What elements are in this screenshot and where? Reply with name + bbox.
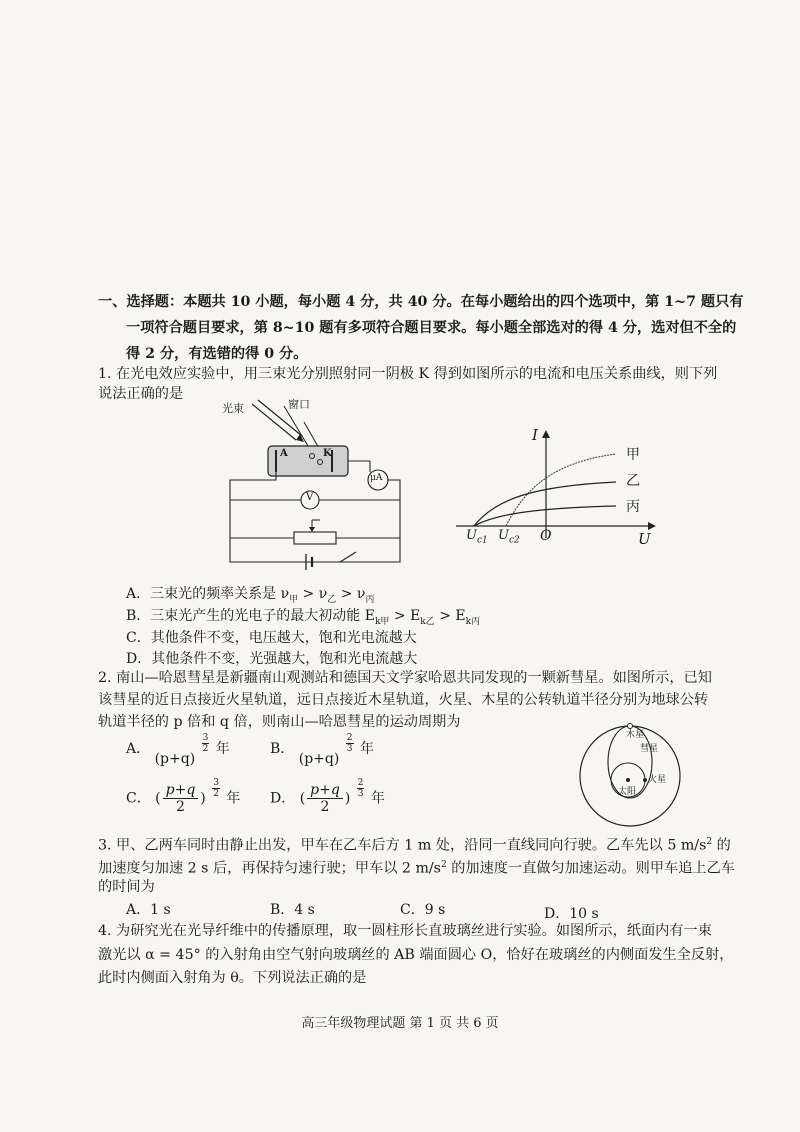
q1-curve-jia — [506, 454, 616, 526]
q1-stem-line1: 1. 在光电效应实验中，用三束光分别照射同一阴极 K 得到如图所示的电流和电压关系曲线，则下列 — [98, 366, 718, 382]
q2-stem-line3: 轨道半径的 p 倍和 q 倍，则南山—哈恩彗星的运动周期为 — [98, 714, 461, 730]
q3-stem-line2: 加速度匀加速 2 s 后，再保持匀速行驶；甲车以 2 $m/s^2$ 的加速度一直做匀加速运动。则甲车追上乙车 — [98, 860, 735, 877]
q3-option-b: B．4 s — [270, 902, 315, 918]
q1-beam-label: 光束 — [222, 402, 244, 415]
q1-graph-uc2: $U_{c2}$ — [498, 528, 520, 546]
q1-option-b: B．三束光产生的光电子的最大初动能 $E_{k甲} > E_{k乙} > E_{k丙}$ — [126, 608, 481, 627]
q1-graph-uc1: $U_{c1}$ — [466, 528, 488, 546]
q1-anode-label: A — [280, 448, 288, 459]
section-header-line3: 得 2 分，有选错的得 0 分。 — [126, 346, 308, 362]
q1-voltmeter-label: V — [306, 492, 314, 503]
q4-stem-line2: 激光以 α = 45° 的入射角由空气射向玻璃丝的 AB 端面圆心 O，恰好在玻璃丝的内侧面发生全反射， — [98, 947, 734, 963]
q4-stem-line3: 此时内侧面入射角为 θ。下列说法正确的是 — [98, 970, 367, 986]
q1-window-label: 窗口 — [288, 398, 310, 411]
q1-curve-bing-label: 丙 — [626, 499, 640, 515]
q1-cathode-label: K — [323, 448, 332, 459]
q2-stem-line1: 2. 南山—哈恩彗星是新疆南山观测站和德国天文学家哈恩共同发现的一颗新彗星。如图所示，已知 — [98, 670, 712, 686]
section-header-line1: 一、选择题：本题共 10 小题，每小题 4 分，共 40 分。在每小题给出的四个选项中，第 1~7 题只有 — [98, 294, 744, 310]
q3-stem-line1: 3. 甲、乙两车同时由静止出发，甲车在乙车后方 1 m 处，沿同一直线同向行驶。乙车先以 5 $m/s^2$ 的 — [98, 837, 731, 854]
q3-option-c: C．9 s — [400, 902, 446, 918]
q1-graph-origin: O — [540, 528, 552, 544]
q2-jupiter-label: 木星 — [626, 730, 645, 740]
q1-stem-line2: 说法正确的是 — [98, 386, 184, 402]
q2-option-b: B． (p+q) $\frac{2}{3}$ 年 — [270, 732, 374, 767]
q3-stem-line3: 的时间为 — [98, 879, 155, 895]
q1-graph-y-label: I — [532, 426, 538, 444]
q1-curve-yi — [474, 482, 616, 526]
q2-option-c: C． ( $\frac{p+q}{2}$ ) $\frac{3}{2}$ 年 — [126, 778, 241, 815]
q3-option-d: D．10 s — [544, 906, 599, 922]
q1-option-c: C．其他条件不变，电压越大，饱和光电流越大 — [126, 630, 417, 646]
q1-curve-yi-label: 乙 — [626, 473, 640, 489]
q1-ammeter-label: μA — [370, 473, 383, 483]
q1-curve-jia-label: 甲 — [626, 447, 640, 463]
q2-option-d: D． ( $\frac{p+q}{2}$ ) $\frac{2}{3}$ 年 — [270, 778, 385, 815]
q3-option-a: A．1 s — [126, 902, 171, 918]
q1-curve-bing — [474, 506, 616, 526]
q1-option-d: D．其他条件不变，光强越大，饱和光电流越大 — [126, 651, 418, 667]
q2-sun-label: 太阳 — [618, 787, 637, 797]
q2-stem-line2: 该彗星的近日点接近火星轨道，远日点接近木星轨道，火星、木星的公转轨道半径分别为地球公转 — [98, 692, 709, 708]
page-footer: 高三年级物理试题 第 1 页 共 6 页 — [301, 1016, 499, 1031]
section-header-line2: 一项符合题目要求，第 8~10 题有多项符合题目要求。每小题全部选对的得 4 分，选对但不全的 — [126, 320, 737, 336]
q1-graph-x-label: U — [638, 530, 651, 548]
q2-mars-label: 火星 — [648, 775, 667, 785]
q2-comet-label: 彗星 — [640, 744, 659, 754]
q2-option-a: A． (p+q) $\frac{3}{2}$ 年 — [126, 732, 230, 767]
q1-option-a: A．三束光的频率关系是 $\nu_甲 > \nu_乙 > \nu_丙$ — [126, 586, 375, 605]
q4-stem-line1: 4. 为研究光在光导纤维中的传播原理，取一圆柱形长直玻璃丝进行实验。如图所示，纸面内有一束 — [98, 923, 712, 939]
